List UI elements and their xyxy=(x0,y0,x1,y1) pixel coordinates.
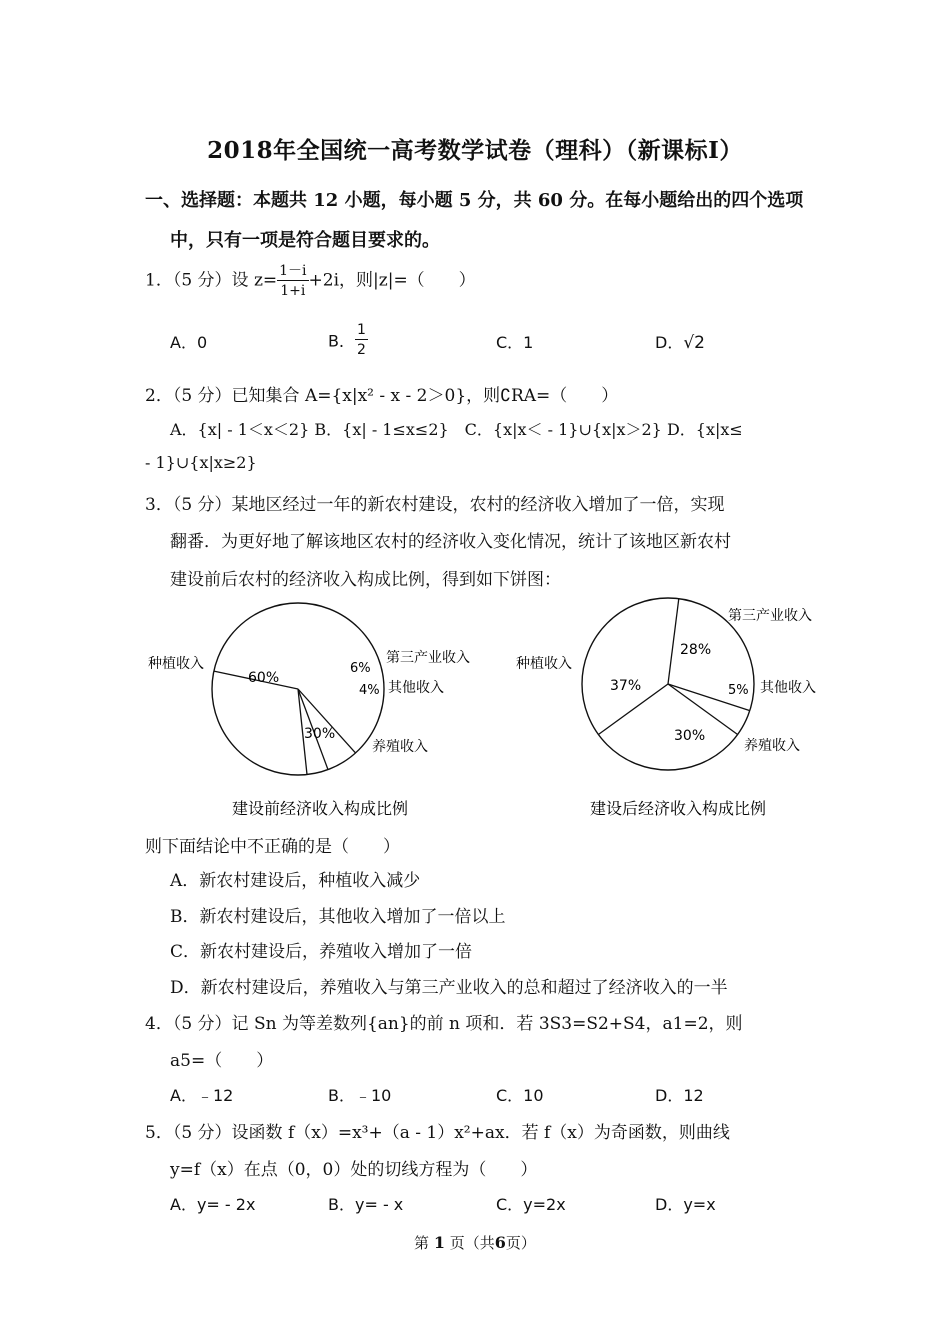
q1-prefix: 1．（5 分）设 z= xyxy=(145,270,278,291)
footer-suffix: 页） xyxy=(505,1234,536,1252)
question-1-stem xyxy=(145,264,476,298)
pie-chart-before xyxy=(148,603,470,818)
section-heading-line1: 一、选择题：本题共 12 小题，每小题 5 分，共 60 分。在每小题给出的四个选项 xyxy=(145,190,804,211)
pie-before-label-breeding: 养殖收入 xyxy=(372,739,428,755)
pie-after-label-tertiary: 第三产业收入 xyxy=(728,608,812,624)
question-3-prompt: 则下面结论中不正确的是（ ） xyxy=(145,837,400,857)
pie-after-value-tertiary: 28% xyxy=(680,642,712,658)
q4-option-b: B．﹣10 xyxy=(328,1086,392,1105)
footer-prefix: 第 xyxy=(414,1234,430,1252)
pie-before-slice-boundary-第三产业收入 xyxy=(298,689,356,753)
q1-option-c: C．1 xyxy=(496,333,534,352)
pie-after-value-breeding: 30% xyxy=(674,728,706,744)
q5-option-c: C．y=2x xyxy=(496,1195,566,1214)
pie-before-value-other: 4% xyxy=(359,683,380,698)
q1-fraction xyxy=(277,264,308,298)
question-5-line1: 5．（5 分）设函数 f（x）=x³+（a - 1）x²+ax．若 f（x）为奇函数，则曲线 xyxy=(145,1123,730,1143)
q1-suffix: +2i，则|z|=（ ） xyxy=(308,270,476,291)
q4-option-a: A．﹣12 xyxy=(170,1086,234,1105)
q4-option-d: D．12 xyxy=(655,1086,704,1105)
question-3-line2: 翻番．为更好地了解该地区农村的经济收入变化情况，统计了该地区新农村 xyxy=(170,532,731,552)
page-title: 2018年全国统一高考数学试卷（理科）（新课标Ⅰ） xyxy=(207,137,743,164)
pie-after-label-planting: 种植收入 xyxy=(516,656,572,672)
question-3-line1: 3．（5 分）某地区经过一年的新农村建设，农村的经济收入增加了一倍，实现 xyxy=(145,495,725,515)
question-4-line1: 4．（5 分）记 Sn 为等差数列{an}的前 n 项和．若 3S3=S2+S4，a1=2，则 xyxy=(145,1014,743,1034)
q3-option-a: A．新农村建设后，种植收入减少 xyxy=(170,871,421,891)
pie-before-value-planting: 60% xyxy=(248,670,280,686)
q2-options-line1: A．{x| - 1＜x＜2} B．{x| - 1≤x≤2} C．{x|x＜ - 1}∪{x|x＞2} D．{x|x≤ xyxy=(170,420,743,439)
q3-option-c: C．新农村建设后，养殖收入增加了一倍 xyxy=(170,942,473,962)
q5-option-b: B．y= - x xyxy=(328,1195,404,1214)
q5-option-d: D．y=x xyxy=(655,1195,716,1214)
q1-option-b xyxy=(328,323,368,357)
q1-fraction-denominator: 1+i xyxy=(280,283,306,299)
footer-middle: 页（共 xyxy=(449,1234,495,1252)
pie-after-value-other: 5% xyxy=(728,683,749,698)
q1-option-b-numerator: 1 xyxy=(356,322,366,338)
pie-before-title: 建设前经济收入构成比例 xyxy=(231,799,409,818)
question-4-line2: a5=（ ） xyxy=(170,1051,274,1071)
pie-chart-after xyxy=(516,598,816,818)
q1-option-a: A．0 xyxy=(170,333,208,352)
pie-charts-figure xyxy=(130,596,850,828)
q2-options-line2: - 1}∪{x|x≥2} xyxy=(145,453,257,472)
pie-after-label-breeding: 养殖收入 xyxy=(744,738,800,754)
q1-option-d-label: D． xyxy=(655,333,684,352)
q1-option-b-fraction xyxy=(355,323,368,357)
q3-option-b: B．新农村建设后，其他收入增加了一倍以上 xyxy=(170,907,506,927)
q4-option-c: C．10 xyxy=(496,1086,544,1105)
q1-option-d-value: √2 xyxy=(683,333,705,353)
pie-after-title: 建设后经济收入构成比例 xyxy=(589,799,767,818)
pie-before-value-breeding: 30% xyxy=(304,726,336,742)
pie-after-value-planting: 37% xyxy=(610,678,642,694)
footer-page-number: 1 xyxy=(433,1233,445,1252)
pie-before-label-tertiary: 第三产业收入 xyxy=(386,650,470,666)
q1-fraction-numerator: 1－i xyxy=(279,263,307,279)
pie-after-slice-boundary-第三产业收入 xyxy=(668,599,679,684)
pie-before-value-tertiary: 6% xyxy=(350,661,371,676)
q3-option-d: D．新农村建设后，养殖收入与第三产业收入的总和超过了经济收入的一半 xyxy=(170,978,728,998)
page-footer xyxy=(0,1232,950,1253)
q1-option-b-label: B． xyxy=(328,331,355,351)
question-5-line2: y=f（x）在点（0，0）处的切线方程为（ ） xyxy=(170,1160,538,1180)
q5-option-a: A．y= - 2x xyxy=(170,1195,256,1214)
pie-before-label-other: 其他收入 xyxy=(388,680,444,696)
question-2-stem: 2．（5 分）已知集合 A={x|x² - x - 2＞0}，则∁RA=（ ） xyxy=(145,386,619,406)
q1-option-d xyxy=(655,330,705,353)
question-3-line3: 建设前后农村的经济收入构成比例，得到如下饼图： xyxy=(170,570,561,590)
section-heading-line2: 中，只有一项是符合题目要求的。 xyxy=(170,230,440,251)
footer-total-pages: 6 xyxy=(494,1233,506,1252)
pie-before-label-planting: 种植收入 xyxy=(148,656,204,672)
pie-after-label-other: 其他收入 xyxy=(760,680,816,696)
q1-option-b-denominator: 2 xyxy=(356,342,366,358)
